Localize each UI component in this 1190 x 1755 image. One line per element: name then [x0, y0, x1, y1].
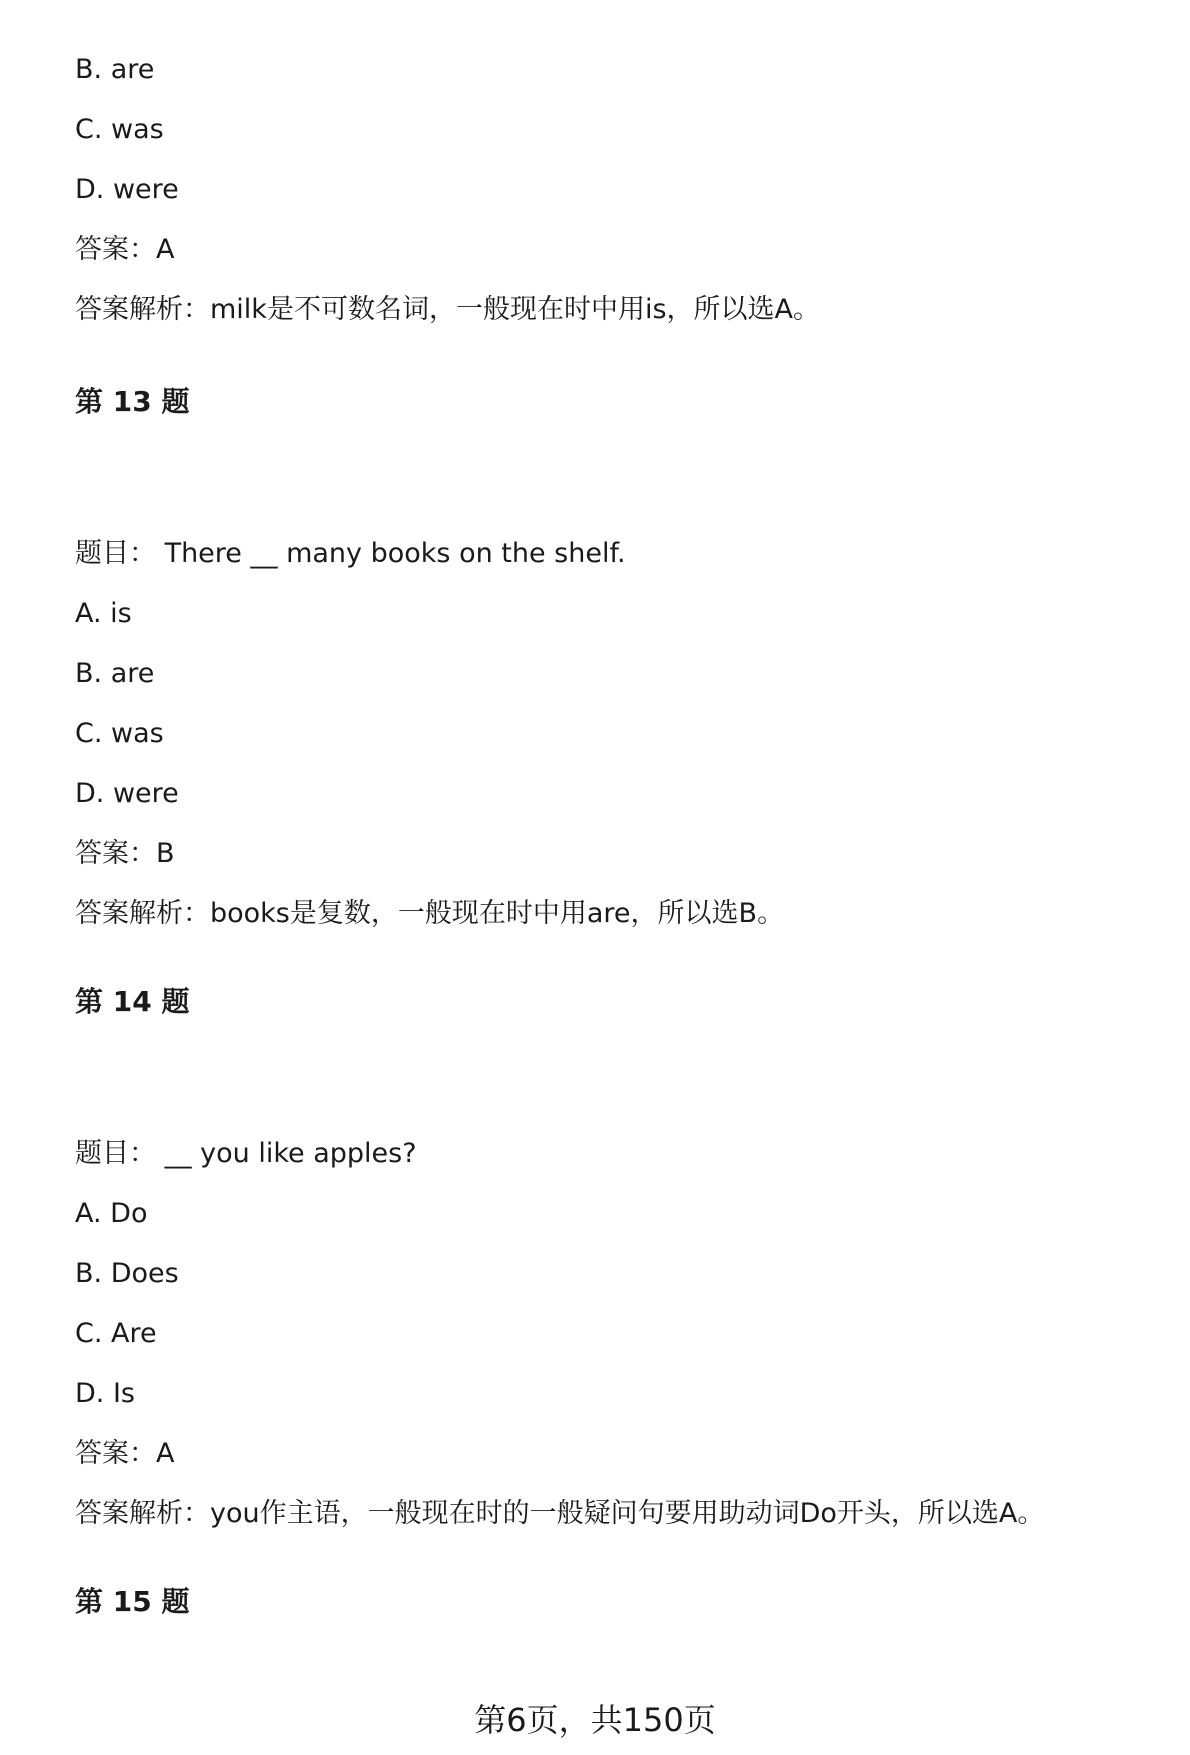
- answer-explanation: 答案解析：you作主语，一般现在时的一般疑问句要用助动词Do开头，所以选A。: [75, 1498, 1045, 1529]
- option-c: C. was: [75, 718, 164, 749]
- question-text: 题目： There __ many books on the shelf.: [75, 538, 626, 569]
- question-heading: 第 13 题: [75, 385, 190, 418]
- answer-explanation: 答案解析：books是复数，一般现在时中用are，所以选B。: [75, 898, 785, 929]
- option-d: D. were: [75, 778, 179, 809]
- option-b: B. Does: [75, 1258, 179, 1289]
- page-number: 第6页，共150页: [474, 1701, 716, 1739]
- answer: 答案：B: [75, 838, 175, 869]
- question-heading: 第 14 题: [75, 985, 190, 1018]
- question-heading: 第 15 题: [75, 1585, 190, 1618]
- answer: 答案：A: [75, 234, 175, 265]
- option-a: A. is: [75, 598, 132, 629]
- option-a: A. Do: [75, 1198, 148, 1229]
- option-d: D. Is: [75, 1378, 135, 1409]
- option-b: B. are: [75, 54, 155, 85]
- answer: 答案：A: [75, 1438, 175, 1469]
- question-text: 题目： __ you like apples?: [75, 1138, 417, 1169]
- option-c: C. was: [75, 114, 164, 145]
- option-b: B. are: [75, 658, 155, 689]
- option-d: D. were: [75, 174, 179, 205]
- option-c: C. Are: [75, 1318, 157, 1349]
- answer-explanation: 答案解析：milk是不可数名词，一般现在时中用is，所以选A。: [75, 294, 820, 325]
